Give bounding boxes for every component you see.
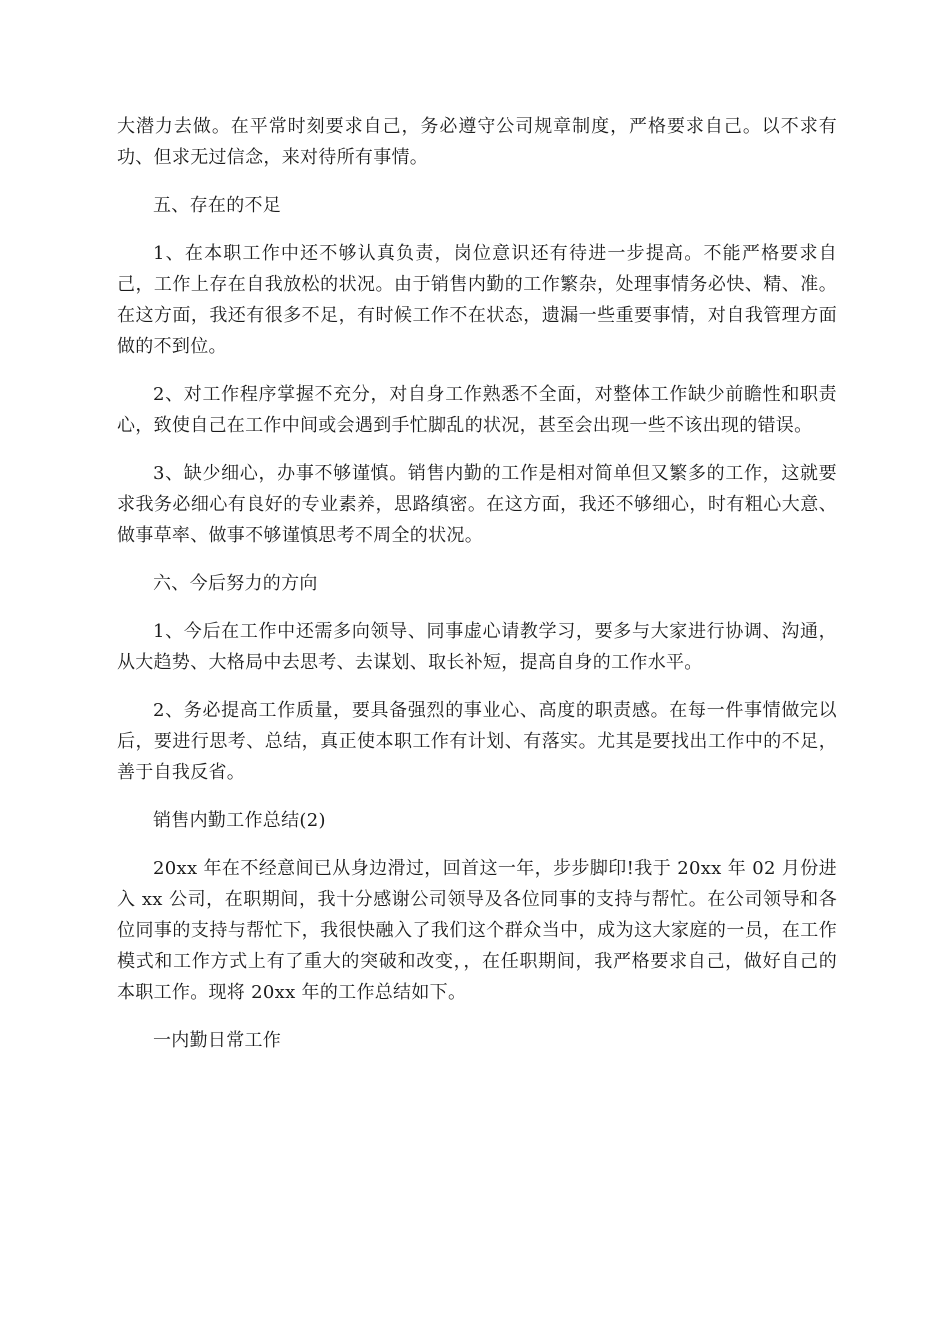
paragraph-continued: 大潜力去做。在平常时刻要求自己，务必遵守公司规章制度，严格要求自己。以不求有功、但求无过信念，来对待所有事情。 — [117, 116, 837, 168]
paragraph-shortcoming-2: 2、对工作程序掌握不充分，对自身工作熟悉不全面，对整体工作缺少前瞻性和职责心，致使自己在工作中间或会遇到手忙脚乱的状况，甚至会出现一些不该出现的错误。 — [117, 384, 837, 436]
paragraph-direction-2: 2、务必提高工作质量，要具备强烈的事业心、高度的职责感。在每一件事情做完以后，要进行思考、总结，真正使本职工作有计划、有落实。尤其是要找出工作中的不足，善于自我反省。 — [117, 700, 837, 783]
document-body — [117, 111, 837, 1073]
section-heading-future-direction: 六、今后努力的方向 — [153, 573, 318, 594]
paragraph-shortcoming-3: 3、缺少细心，办事不够谨慎。销售内勤的工作是相对简单但又繁多的工作，这就要求我务必细心有良好的专业素养，思路缜密。在这方面，我还不够细心，时有粗心大意、做事草率、做事不够谨慎思考不周全的状况。 — [117, 463, 837, 546]
document-subtitle: 销售内勤工作总结(2) — [153, 810, 326, 831]
paragraph-intro-2: 20xx 年在不经意间已从身边滑过，回首这一年，步步脚印!我于 20xx 年 02 月份进入 xx 公司，在职期间，我十分感谢公司领导及各位同事的支持与帮忙。在公司领导和各位同事的支持与帮忙下，我很快融入了我们这个群众当中，成为这大家庭的一员，在工作模式和工作方式上有了重大的突破和改变，，在任职期间，我严格要求自己，做好自己的本职工作。现将 20xx 年的工作总结如下。 — [117, 858, 837, 1003]
paragraph-shortcoming-1: 1、在本职工作中还不够认真负责，岗位意识还有待进一步提高。不能严格要求自己，工作上存在自我放松的状况。由于销售内勤的工作繁杂，处理事情务必快、精、准。在这方面，我还有很多不足，有时候工作不在状态，遗漏一些重要事情，对自我管理方面做的不到位。 — [117, 243, 837, 357]
paragraph-direction-1: 1、今后在工作中还需多向领导、同事虚心请教学习，要多与大家进行协调、沟通，从大趋势、大格局中去思考、去谋划、取长补短，提高自身的工作水平。 — [117, 621, 837, 673]
section-heading-shortcomings: 五、存在的不足 — [153, 195, 282, 216]
section-heading-daily-work: 一内勤日常工作 — [153, 1030, 282, 1051]
